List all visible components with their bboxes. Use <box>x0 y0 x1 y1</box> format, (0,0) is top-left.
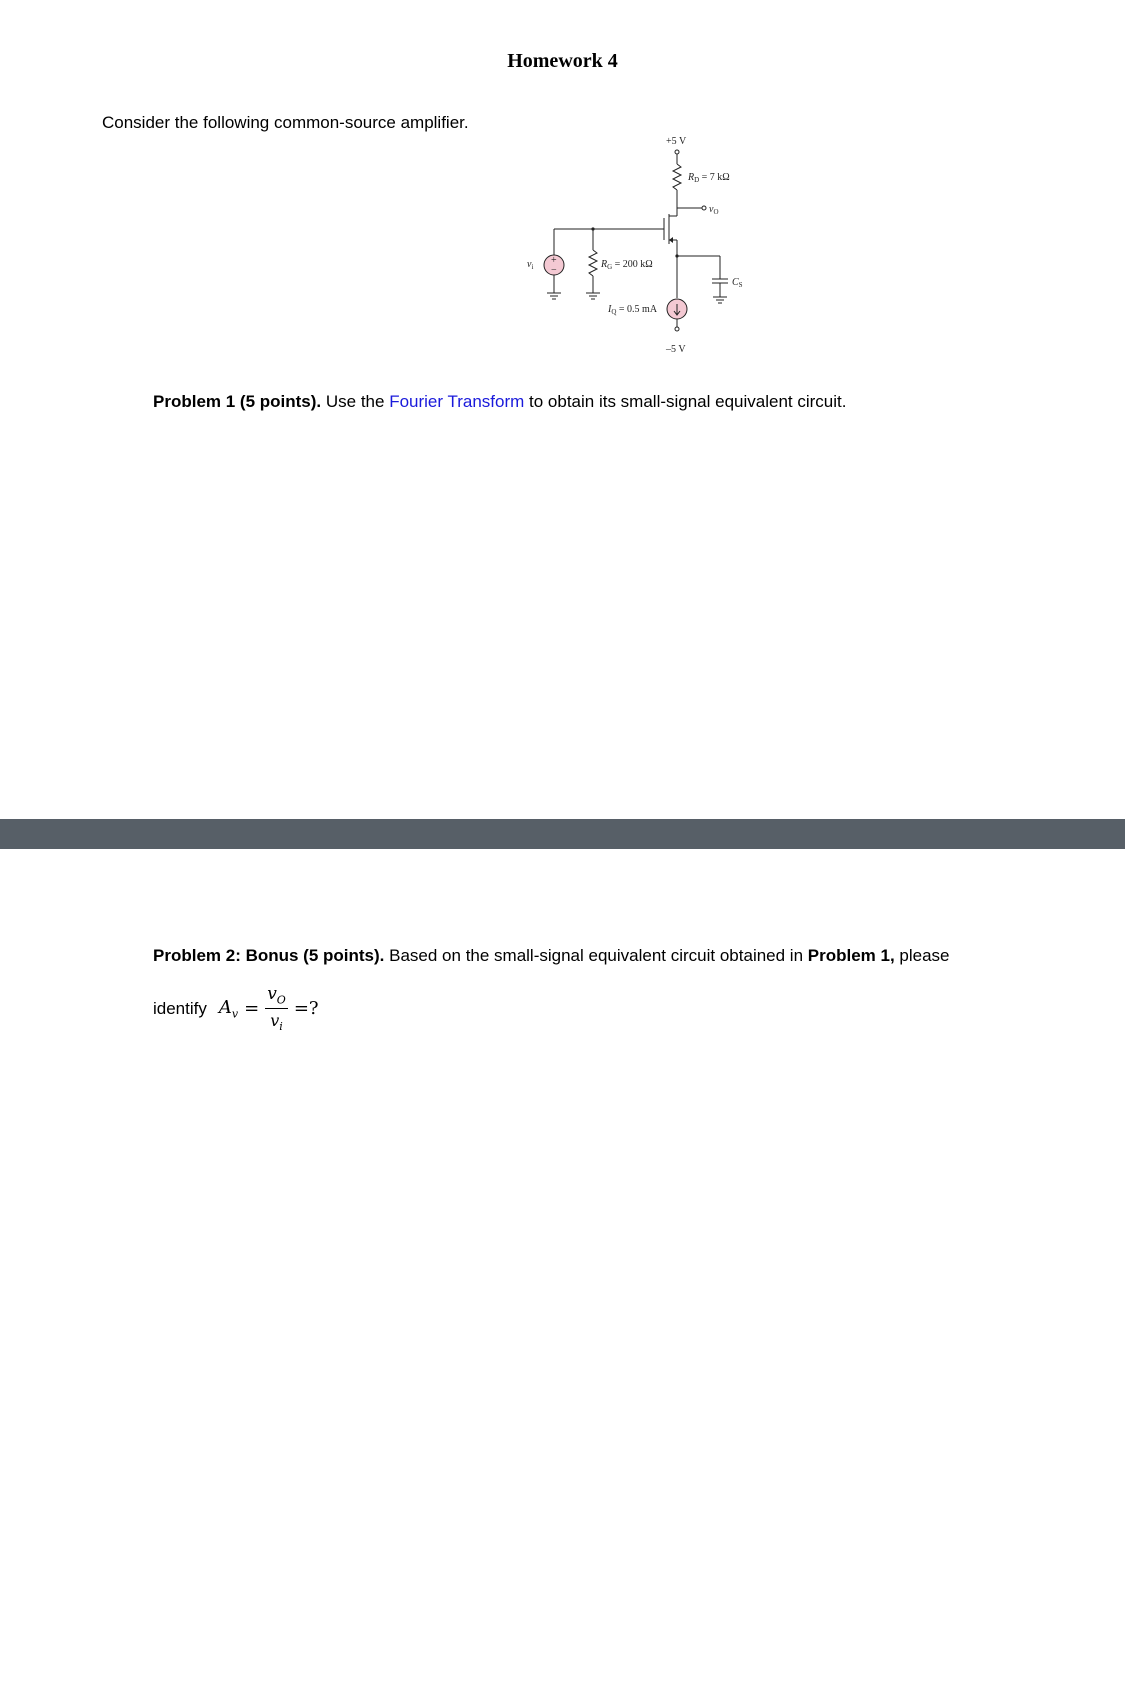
problem-2-formula-line <box>153 984 319 1034</box>
iq-label: $I_Q = 0.5$ mA <box>608 304 658 316</box>
circuit-diagram <box>510 128 770 358</box>
fourier-transform-link[interactable]: Fourier Transform <box>389 392 525 411</box>
vi-minus-sign: − <box>551 265 557 276</box>
fraction-numerator: $v_O$ <box>265 984 288 1009</box>
vdd-label: +5 V <box>666 136 687 147</box>
problem-1-reference: Problem 1, <box>807 946 895 965</box>
vo-label: $v_O$ <box>709 204 719 216</box>
question-tail: =? <box>293 998 319 1020</box>
problem-2 <box>153 946 950 966</box>
problem-1-label: Problem 1 (5 points). <box>153 392 322 411</box>
rd-resistor <box>673 164 681 190</box>
problem-1-pre: Use the <box>321 392 390 411</box>
equals-sign: = <box>244 998 260 1020</box>
rd-label: $R_D = 7$ kΩ <box>688 172 730 184</box>
problem-2-label: Problem 2: Bonus (5 points). <box>153 946 385 965</box>
vss-label: –5 V <box>666 344 686 355</box>
cs-label: $C_S$ <box>732 277 743 289</box>
fraction-denominator: $v_i$ <box>270 1011 283 1034</box>
gain-symbol: $A_v$ <box>218 996 239 1021</box>
page-title: Homework 4 <box>507 50 618 72</box>
identify-text: identify <box>153 998 207 1018</box>
gain-fraction <box>265 984 288 1034</box>
rg-label: $R_G = 200$ kΩ <box>601 259 653 271</box>
problem-2-text: Based on the small-signal equivalent circuit obtained in <box>384 946 808 965</box>
vi-plus-sign: + <box>551 255 557 266</box>
problem-1 <box>153 392 846 412</box>
section-divider <box>0 819 1125 849</box>
problem-1-post: to obtain its small-signal equivalent circuit. <box>524 392 847 411</box>
intro-text: Consider the following common-source amplifier. <box>102 113 469 132</box>
vi-label: $v_i$ <box>527 259 534 271</box>
gain-formula <box>219 984 319 1034</box>
problem-2-text-end: please <box>894 946 950 965</box>
rg-resistor <box>589 250 597 276</box>
